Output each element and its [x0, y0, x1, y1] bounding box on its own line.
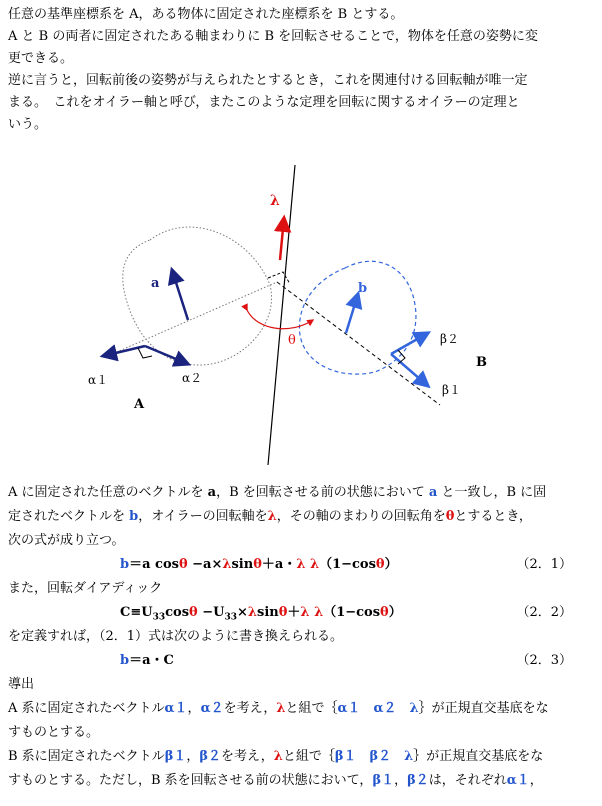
equation-2-1: b＝a cosθ −a×λsinθ＋a・λ λ（1−cosθ）	[120, 557, 398, 572]
beta1-label: β１	[442, 383, 461, 397]
frame-a-label: A	[134, 397, 145, 412]
euler-axis-diagram	[0, 150, 602, 470]
beta2-label: β２	[440, 332, 459, 346]
frame-b-label: B	[476, 355, 487, 370]
alpha1-arrow	[103, 346, 145, 356]
equation-2-2: $C\equiv U_{33}\cos\theta -U_{33}\times\lambda\sin\theta+\lambda$ λ（1−cosθ）	[120, 605, 402, 623]
intro-line-2: A と B の両者に固定されたある軸まわりに B を回転させることで，物体を任意の姿勢に変	[8, 29, 538, 44]
body-b-outline	[299, 261, 415, 374]
beta1-arrow	[391, 354, 428, 386]
alpha-right-angle	[138, 348, 152, 358]
body-p1-line-1: A に固定された任意のベクトルを a，B を回転させる前の状態において a と一致し，B に固	[8, 485, 547, 500]
vector-b-label: b	[358, 281, 368, 296]
body-p5-line-1: A 系に固定されたベクトルα１，α２を考え，λと組で｛α１ α２ λ｝が正規直交基底をな	[8, 701, 549, 716]
body-a-outline	[123, 227, 272, 365]
alpha1-label: α１	[88, 373, 109, 387]
body-p6-line-2: すものとする。ただし，B 系を回転させる前の状態において，β１，β２は，それぞれα１，	[8, 773, 543, 788]
alpha2-label: α２	[182, 371, 203, 385]
body-p5-line-2: すものとする。	[8, 725, 100, 740]
vector-b-arrow	[346, 294, 358, 333]
vector-a-label: a	[151, 276, 160, 291]
equation-2-3: b＝a・C	[120, 653, 174, 668]
derivation-heading: 導出	[8, 677, 35, 692]
lambda-arrow	[280, 218, 284, 260]
intro-line-1: 任意の基準座標系を A，ある物体に固定された座標系を B とする。	[8, 7, 404, 22]
body-p1-line-2: 定されたベクトルを b，オイラーの回転軸をλ，その軸のまわりの回転角をθとするとき，	[8, 509, 532, 524]
lambda-label: λ	[270, 193, 280, 209]
body-p3: を定義すれば，（2．1）式は次のように書き換えられる。	[8, 629, 344, 644]
vector-a-arrow	[172, 270, 188, 320]
euler-axis-line	[268, 165, 295, 465]
theta-label: θ	[288, 333, 296, 348]
equation-2-2-number: （2．2）	[516, 605, 572, 620]
equation-2-3-number: （2．3）	[516, 653, 572, 668]
body-p6-line-1: B 系に固定されたベクトルβ１，β２を考え，λと組で｛β１ β２ λ｝が正規直交基底をな	[8, 749, 544, 764]
intro-line-6: いう。	[8, 117, 48, 132]
body-p2: また，回転ダイアディック	[8, 581, 163, 596]
alpha2-arrow	[145, 346, 188, 364]
equation-2-1-number: （2．1）	[516, 557, 572, 572]
intro-line-4: 逆に言うと，回転前後の姿勢が与えられたとするとき，これを関連付ける回転軸が唯一定	[8, 73, 528, 88]
axis-right-angle-mark	[268, 272, 290, 284]
beta2-arrow	[391, 333, 428, 354]
intro-line-3: 更できる。	[8, 51, 74, 66]
body-p1-line-3: 次の式が成り立つ。	[8, 533, 125, 548]
dotted-line-a	[110, 282, 277, 355]
intro-line-5: まる。 これをオイラー軸と呼び，またこのような定理を回転に関するオイラーの定理と	[8, 95, 520, 110]
dashed-line-b	[277, 282, 440, 405]
